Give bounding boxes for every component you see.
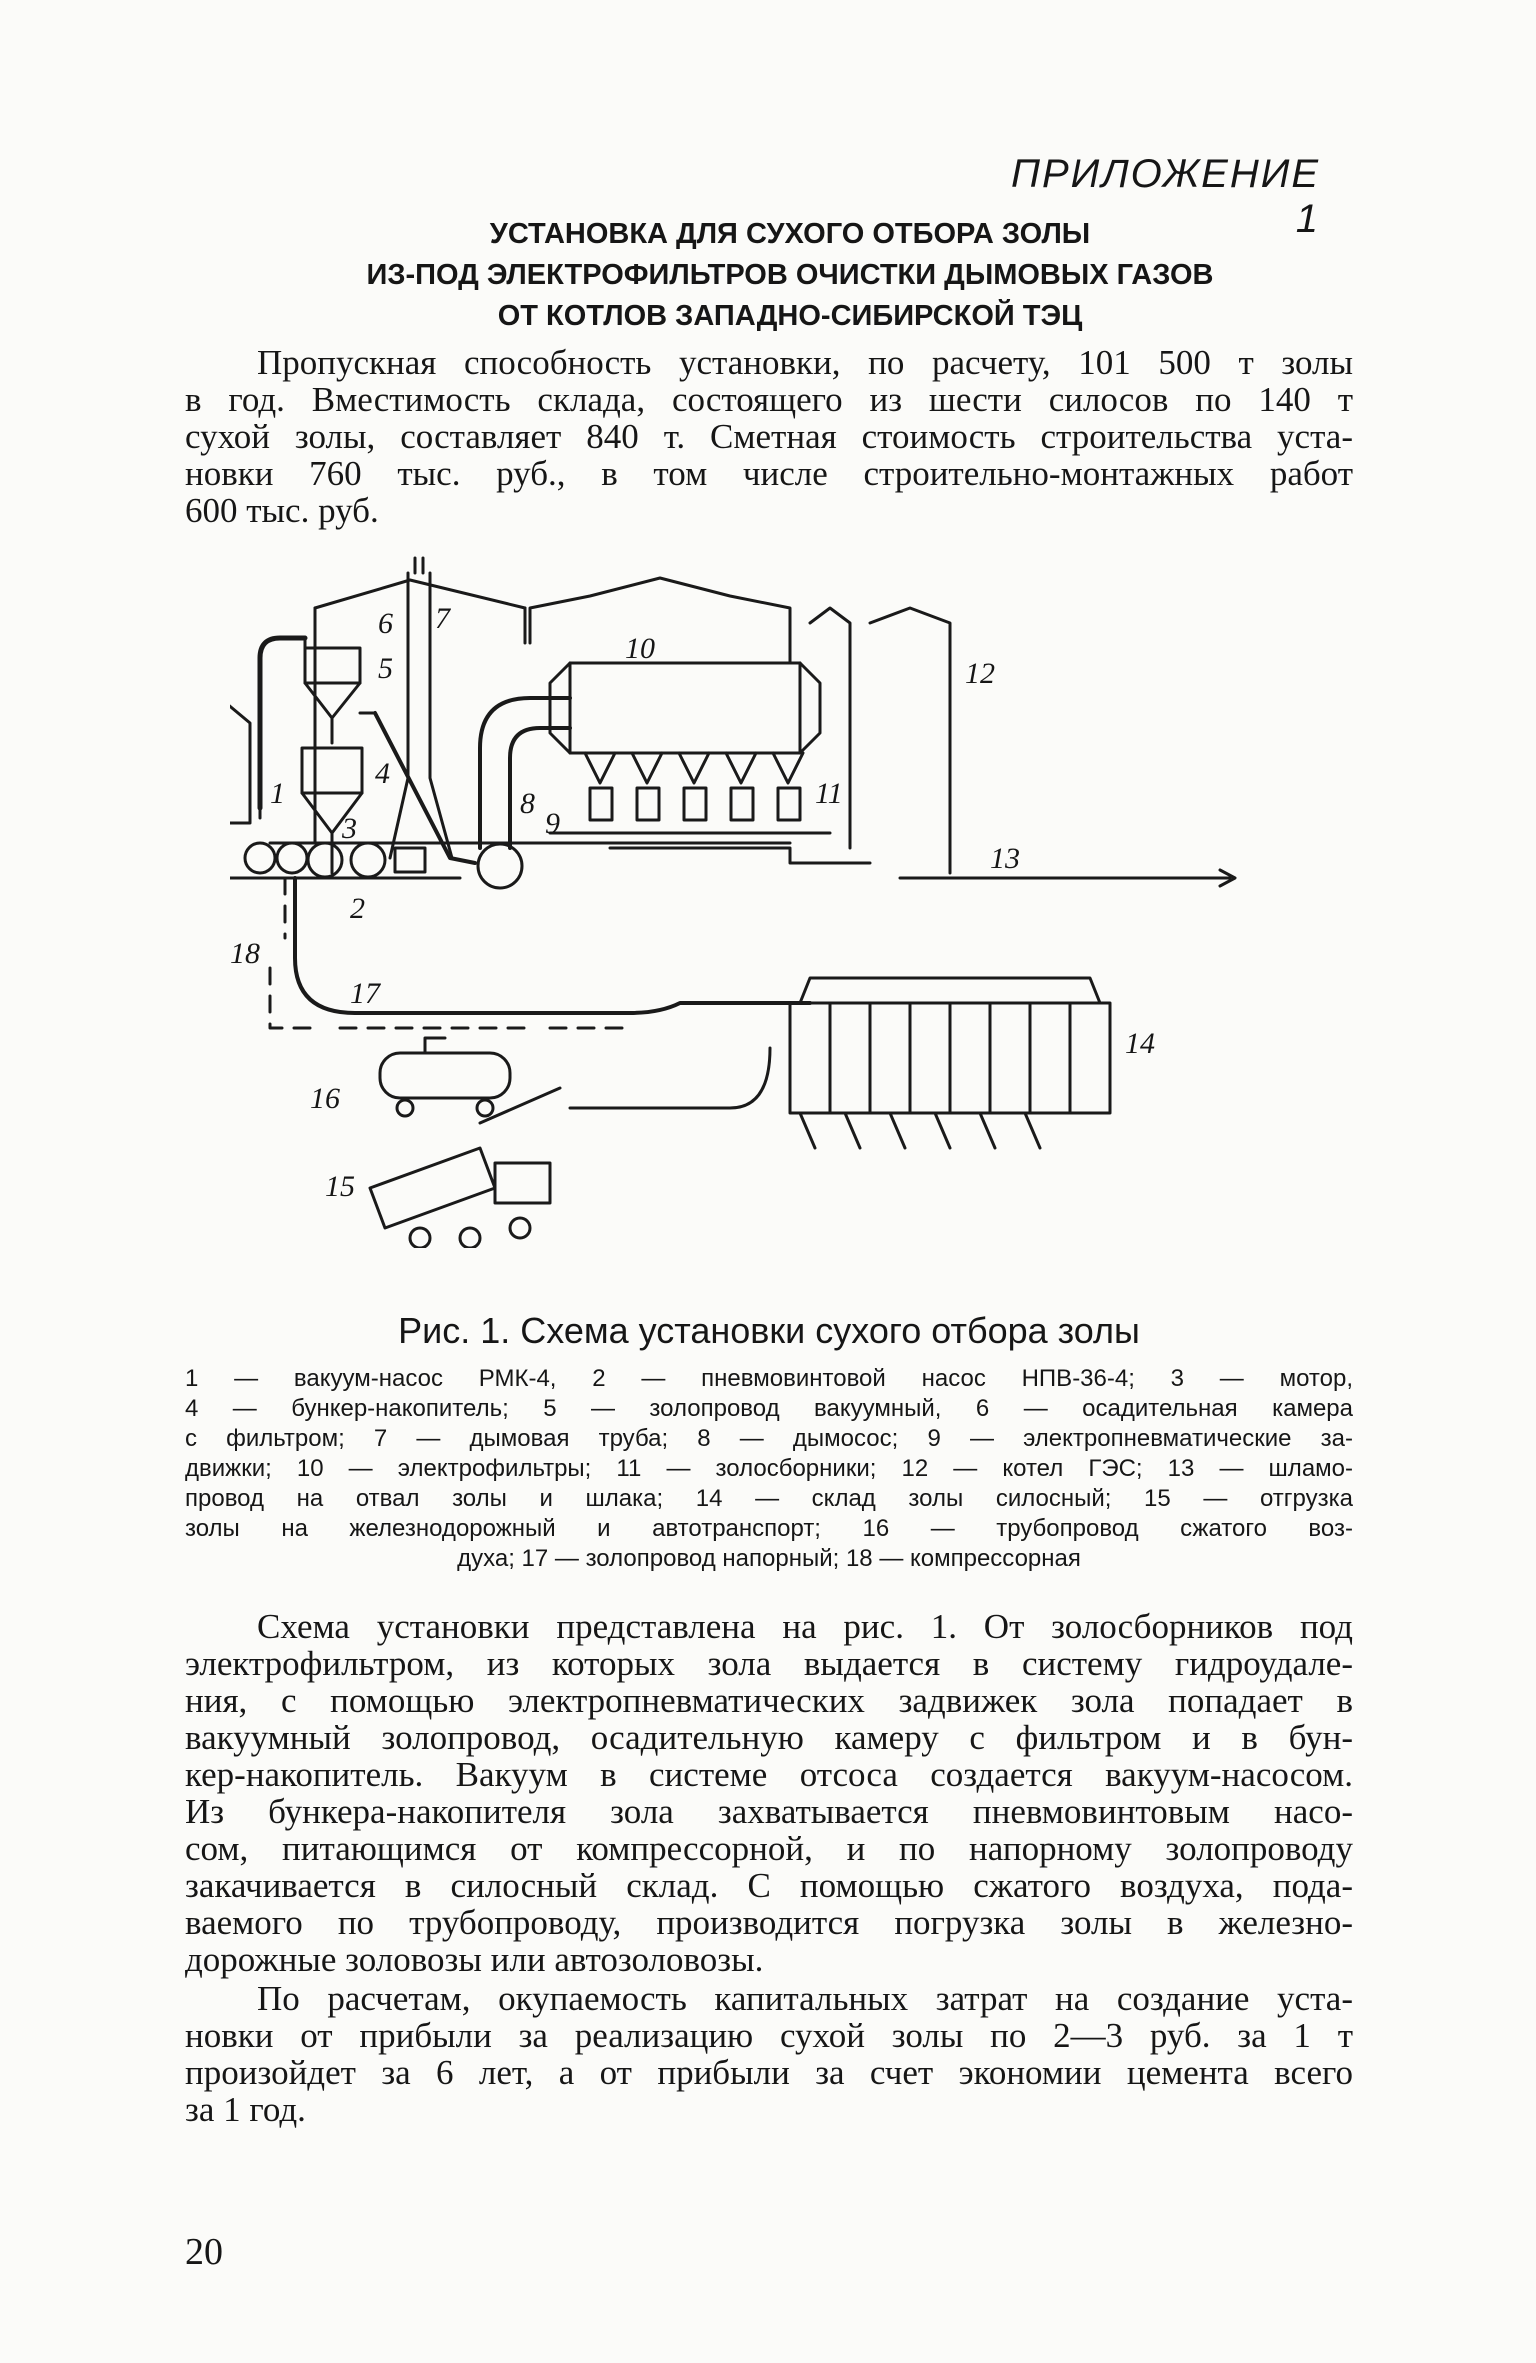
text-line: в год. Вместимость склада, состоящего из шести силосов по 140 т xyxy=(185,380,1353,419)
diagram-label: 9 xyxy=(545,807,560,840)
rail-tank-wagon xyxy=(380,1038,510,1116)
legend-line: золы на железнодорожный и автотранспорт; 16 — трубопровод сжатого воз- xyxy=(185,1515,1353,1542)
diagram-label: 7 xyxy=(435,602,450,635)
text-line: новки 760 тыс. руб., в том числе строительно-монтажных работ xyxy=(185,454,1353,493)
text-line: сухой золы, составляет 840 т. Сметная стоимость строительства уста- xyxy=(185,417,1353,456)
legend-line: 1 — вакуум-насос РМК-4, 2 — пневмовинтовой насос НПВ-36-4; 3 — мотор, xyxy=(185,1365,1353,1392)
diagram-label: 11 xyxy=(815,777,843,810)
diagram-label: 12 xyxy=(965,657,995,690)
text-line: электрофильтром, из которых зола выдается в систему гидроудале- xyxy=(185,1644,1353,1683)
body-paragraph-2 xyxy=(185,1980,1353,2128)
text-line: ния, с помощью электропневматических задвижек зола попадает в xyxy=(185,1681,1353,1720)
electrofilter xyxy=(530,578,820,753)
diagram-label: 2 xyxy=(350,892,365,925)
title-line: ИЗ-ПОД ЭЛЕКТРОФИЛЬТРОВ ОЧИСТКИ ДЫМОВЫХ ГАЗОВ xyxy=(366,259,1214,291)
installation-diagram xyxy=(230,548,1320,1248)
title-line: ОТ КОТЛОВ ЗАПАДНО-СИБИРСКОЙ ТЭЦ xyxy=(497,300,1083,332)
text-line: новки от прибыли за реализацию сухой золы по 2—3 руб. за 1 т xyxy=(185,2016,1353,2055)
text-line: сом, питающимся от компрессорной, и по напорному золопроводу xyxy=(185,1829,1353,1868)
appendix-heading: ПРИЛОЖЕНИЕ 1 xyxy=(1010,152,1320,241)
text-line: произойдет за 6 лет, а от прибыли за счет экономии цемента всего xyxy=(185,2053,1353,2092)
text-line: Схема установки представлена на рис. 1. От золосборников под xyxy=(257,1607,1353,1646)
diagram-label: 8 xyxy=(520,787,535,820)
document-title xyxy=(240,214,1340,337)
diagram-label: 1 xyxy=(270,777,285,810)
text-line: дорожные золовозы или автозоловозы. xyxy=(185,1940,764,1979)
legend-line: 4 — бункер-накопитель; 5 — золопровод вакуумный, 6 — осадительная камера xyxy=(185,1395,1353,1422)
floor-pumps xyxy=(230,843,460,878)
figure-caption: Рис. 1. Схема установки сухого отбора золы xyxy=(398,1310,1140,1351)
settling-chamber xyxy=(305,648,360,743)
legend-line: с фильтром; 7 — дымовая труба; 8 — дымосос; 9 — электропневматические за- xyxy=(185,1425,1353,1452)
page-number: 20 xyxy=(185,2231,223,2273)
diagram-label: 10 xyxy=(625,632,655,665)
smoke-exhauster xyxy=(478,844,522,888)
diagram-label: 5 xyxy=(378,652,393,685)
body-paragraph-1 xyxy=(185,1608,1353,1978)
text-line: 600 тыс. руб. xyxy=(185,491,379,530)
text-line: Пропускная способность установки, по расчету, 101 500 т золы xyxy=(257,343,1353,382)
text-line: ваемого по трубопроводу, производится погрузка золы в железно- xyxy=(185,1903,1353,1942)
diagram-label: 15 xyxy=(325,1170,355,1203)
title-line: УСТАНОВКА ДЛЯ СУХОГО ОТБОРА ЗОЛЫ xyxy=(489,218,1091,250)
text-line: Из бункера-накопителя зола захватывается пневмовинтовым насо- xyxy=(185,1792,1353,1831)
diagram-label: 16 xyxy=(310,1082,340,1115)
intro-paragraph xyxy=(185,344,1353,529)
silo-warehouse xyxy=(790,978,1110,1148)
diagram-label: 3 xyxy=(342,812,357,845)
text-line: закачивается в силосный склад. С помощью сжатого воздуха, пода- xyxy=(185,1866,1353,1905)
tanker-truck xyxy=(370,1148,550,1248)
text-line: за 1 год. xyxy=(185,2090,306,2129)
legend-line: движки; 10 — электрофильтры; 11 — золосборники; 12 — котел ГЭС; 13 — шламо- xyxy=(185,1455,1353,1482)
text-line: кер-накопитель. Вакуум в системе отсоса создается вакуум-насосом. xyxy=(185,1755,1353,1794)
legend-line: провод на отвал золы и шлака; 14 — склад золы силосный; 15 — отгрузка xyxy=(185,1485,1353,1512)
compressor-house xyxy=(230,698,260,823)
loading-lines xyxy=(480,1048,770,1123)
compressed-air-pipe xyxy=(270,878,630,1028)
diagram-label: 17 xyxy=(350,977,380,1010)
diagram-label: 18 xyxy=(230,937,260,970)
diagram-label: 4 xyxy=(375,757,390,790)
text-line: вакуумный золопровод, осадительную камеру с фильтром и в бун- xyxy=(185,1718,1353,1757)
diagram-label: 6 xyxy=(378,607,393,640)
ash-collectors xyxy=(550,753,830,833)
text-line: По расчетам, окупаемость капитальных затрат на создание уста- xyxy=(257,1979,1353,2018)
diagram-label: 13 xyxy=(990,842,1020,875)
legend-line: духа; 17 — золопровод напорный; 18 — компрессорная xyxy=(457,1545,1081,1572)
diagram-label: 14 xyxy=(1125,1027,1155,1060)
figure-legend xyxy=(185,1364,1353,1574)
